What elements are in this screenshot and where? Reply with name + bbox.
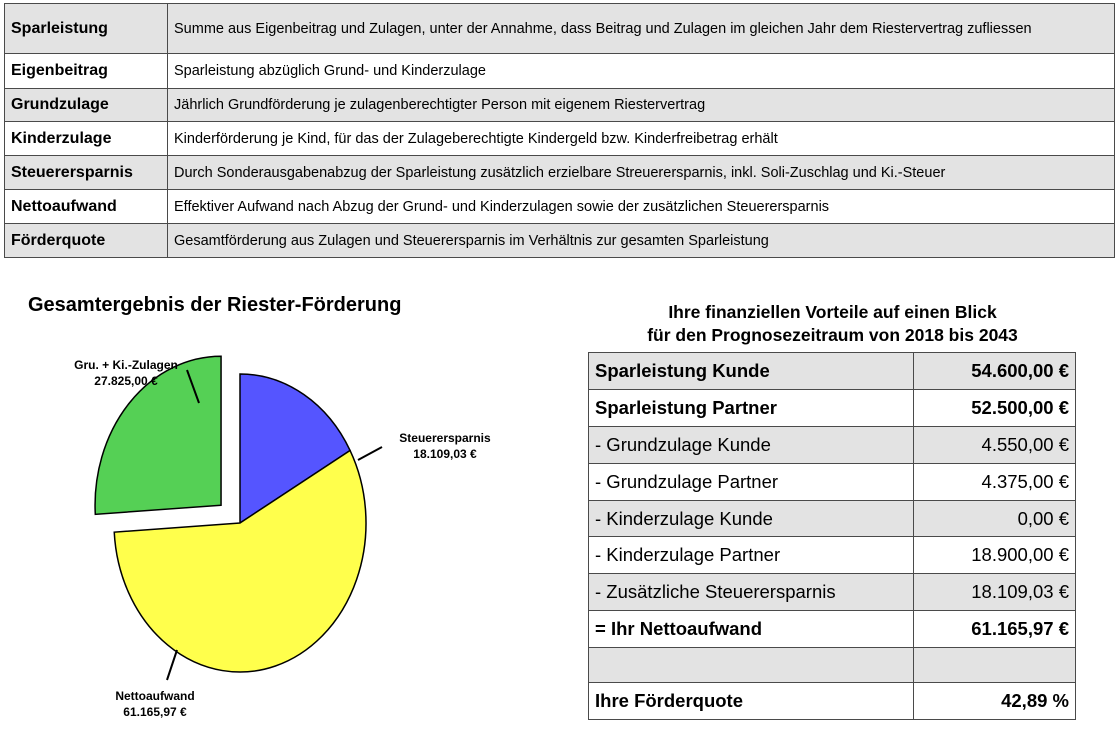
- summary-row: [589, 683, 1076, 720]
- glossary-term: Förderquote: [5, 224, 168, 258]
- summary-table: [588, 352, 1076, 720]
- glossary-row: [5, 190, 1115, 224]
- summary-value: 42,89 %: [914, 683, 1076, 720]
- chart-title: Gesamtergebnis der Riester-Förderung: [28, 294, 402, 316]
- summary-value: 61.165,97 €: [914, 611, 1076, 648]
- slice-value-label: 18.109,03 €: [413, 447, 477, 461]
- glossary-term: Eigenbeitrag: [5, 54, 168, 89]
- summary-row: [589, 574, 1076, 611]
- glossary-row: [5, 89, 1115, 122]
- glossary-term: Kinderzulage: [5, 122, 168, 156]
- summary-label: - Grundzulage Kunde: [589, 427, 914, 464]
- summary-label: = Ihr Nettoaufwand: [589, 611, 914, 648]
- glossary-term: Steuerersparnis: [5, 156, 168, 190]
- slice-label: Nettoaufwand: [115, 689, 195, 703]
- summary-title-line: für den Prognosezeitraum von 2018 bis 2043: [647, 325, 1018, 345]
- summary-value: 4.375,00 €: [914, 464, 1076, 501]
- slice-value-label: 27.825,00 €: [94, 374, 158, 388]
- summary-label: Sparleistung Partner: [589, 390, 914, 427]
- glossary-definition: Sparleistung abzüglich Grund- und Kinderzulage: [168, 54, 1115, 89]
- summary-label: Ihre Förderquote: [589, 683, 914, 720]
- summary-row: [589, 611, 1076, 648]
- glossary-row: [5, 54, 1115, 89]
- summary-value: 0,00 €: [914, 501, 1076, 537]
- glossary-definition: Kinderförderung je Kind, für das der Zulageberechtigte Kindergeld bzw. Kinderfreibetrag erhält: [168, 122, 1115, 156]
- glossary-row: [5, 122, 1115, 156]
- summary-value: 18.900,00 €: [914, 537, 1076, 574]
- slice-value-label: 61.165,97 €: [123, 705, 187, 719]
- summary-label: - Grundzulage Partner: [589, 464, 914, 501]
- glossary-term: Sparleistung: [5, 4, 168, 54]
- summary-value: 18.109,03 €: [914, 574, 1076, 611]
- glossary-term: Grundzulage: [5, 89, 168, 122]
- summary-value: 4.550,00 €: [914, 427, 1076, 464]
- glossary-row: [5, 156, 1115, 190]
- summary-row: [589, 353, 1076, 390]
- summary-value: [914, 648, 1076, 683]
- glossary-row: [5, 224, 1115, 258]
- summary-label: [589, 648, 914, 683]
- summary-row: [589, 537, 1076, 574]
- summary-row: [589, 648, 1076, 683]
- pie-chart: [0, 330, 560, 750]
- slice-label: Gru. + Ki.-Zulagen: [74, 358, 178, 372]
- glossary-row: [5, 4, 1115, 54]
- glossary-term: Nettoaufwand: [5, 190, 168, 224]
- summary-value: 52.500,00 €: [914, 390, 1076, 427]
- summary-row: [589, 464, 1076, 501]
- glossary-definition: Jährlich Grundförderung je zulagenberechtigter Person mit eigenem Riestervertrag: [168, 89, 1115, 122]
- summary-label: Sparleistung Kunde: [589, 353, 914, 390]
- glossary-definition: Effektiver Aufwand nach Abzug der Grund- und Kinderzulagen sowie der zusätzlichen Steuerersparnis: [168, 190, 1115, 224]
- summary-row: [589, 427, 1076, 464]
- summary-label: - Zusätzliche Steuerersparnis: [589, 574, 914, 611]
- leader-line: [358, 447, 382, 460]
- summary-row: [589, 390, 1076, 427]
- glossary-definition: Durch Sonderausgabenabzug der Sparleistung zusätzlich erzielbare Streuerersparnis, inkl. Soli-Zuschlag und Ki.-Steuer: [168, 156, 1115, 190]
- glossary-table: [4, 3, 1115, 258]
- glossary-definition: Gesamtförderung aus Zulagen und Steuerersparnis im Verhältnis zur gesamten Sparleistung: [168, 224, 1115, 258]
- leader-line: [167, 650, 177, 680]
- summary-value: 54.600,00 €: [914, 353, 1076, 390]
- summary-title: [589, 301, 1076, 347]
- glossary-definition: Summe aus Eigenbeitrag und Zulagen, unter der Annahme, dass Beitrag und Zulagen im gleichen Jahr dem Riestervertrag zufliessen: [168, 4, 1115, 54]
- summary-label: - Kinderzulage Kunde: [589, 501, 914, 537]
- summary-row: [589, 501, 1076, 537]
- slice-label: Steuerersparnis: [399, 431, 491, 445]
- summary-title-line: Ihre finanziellen Vorteile auf einen Blick: [668, 302, 997, 322]
- summary-label: - Kinderzulage Partner: [589, 537, 914, 574]
